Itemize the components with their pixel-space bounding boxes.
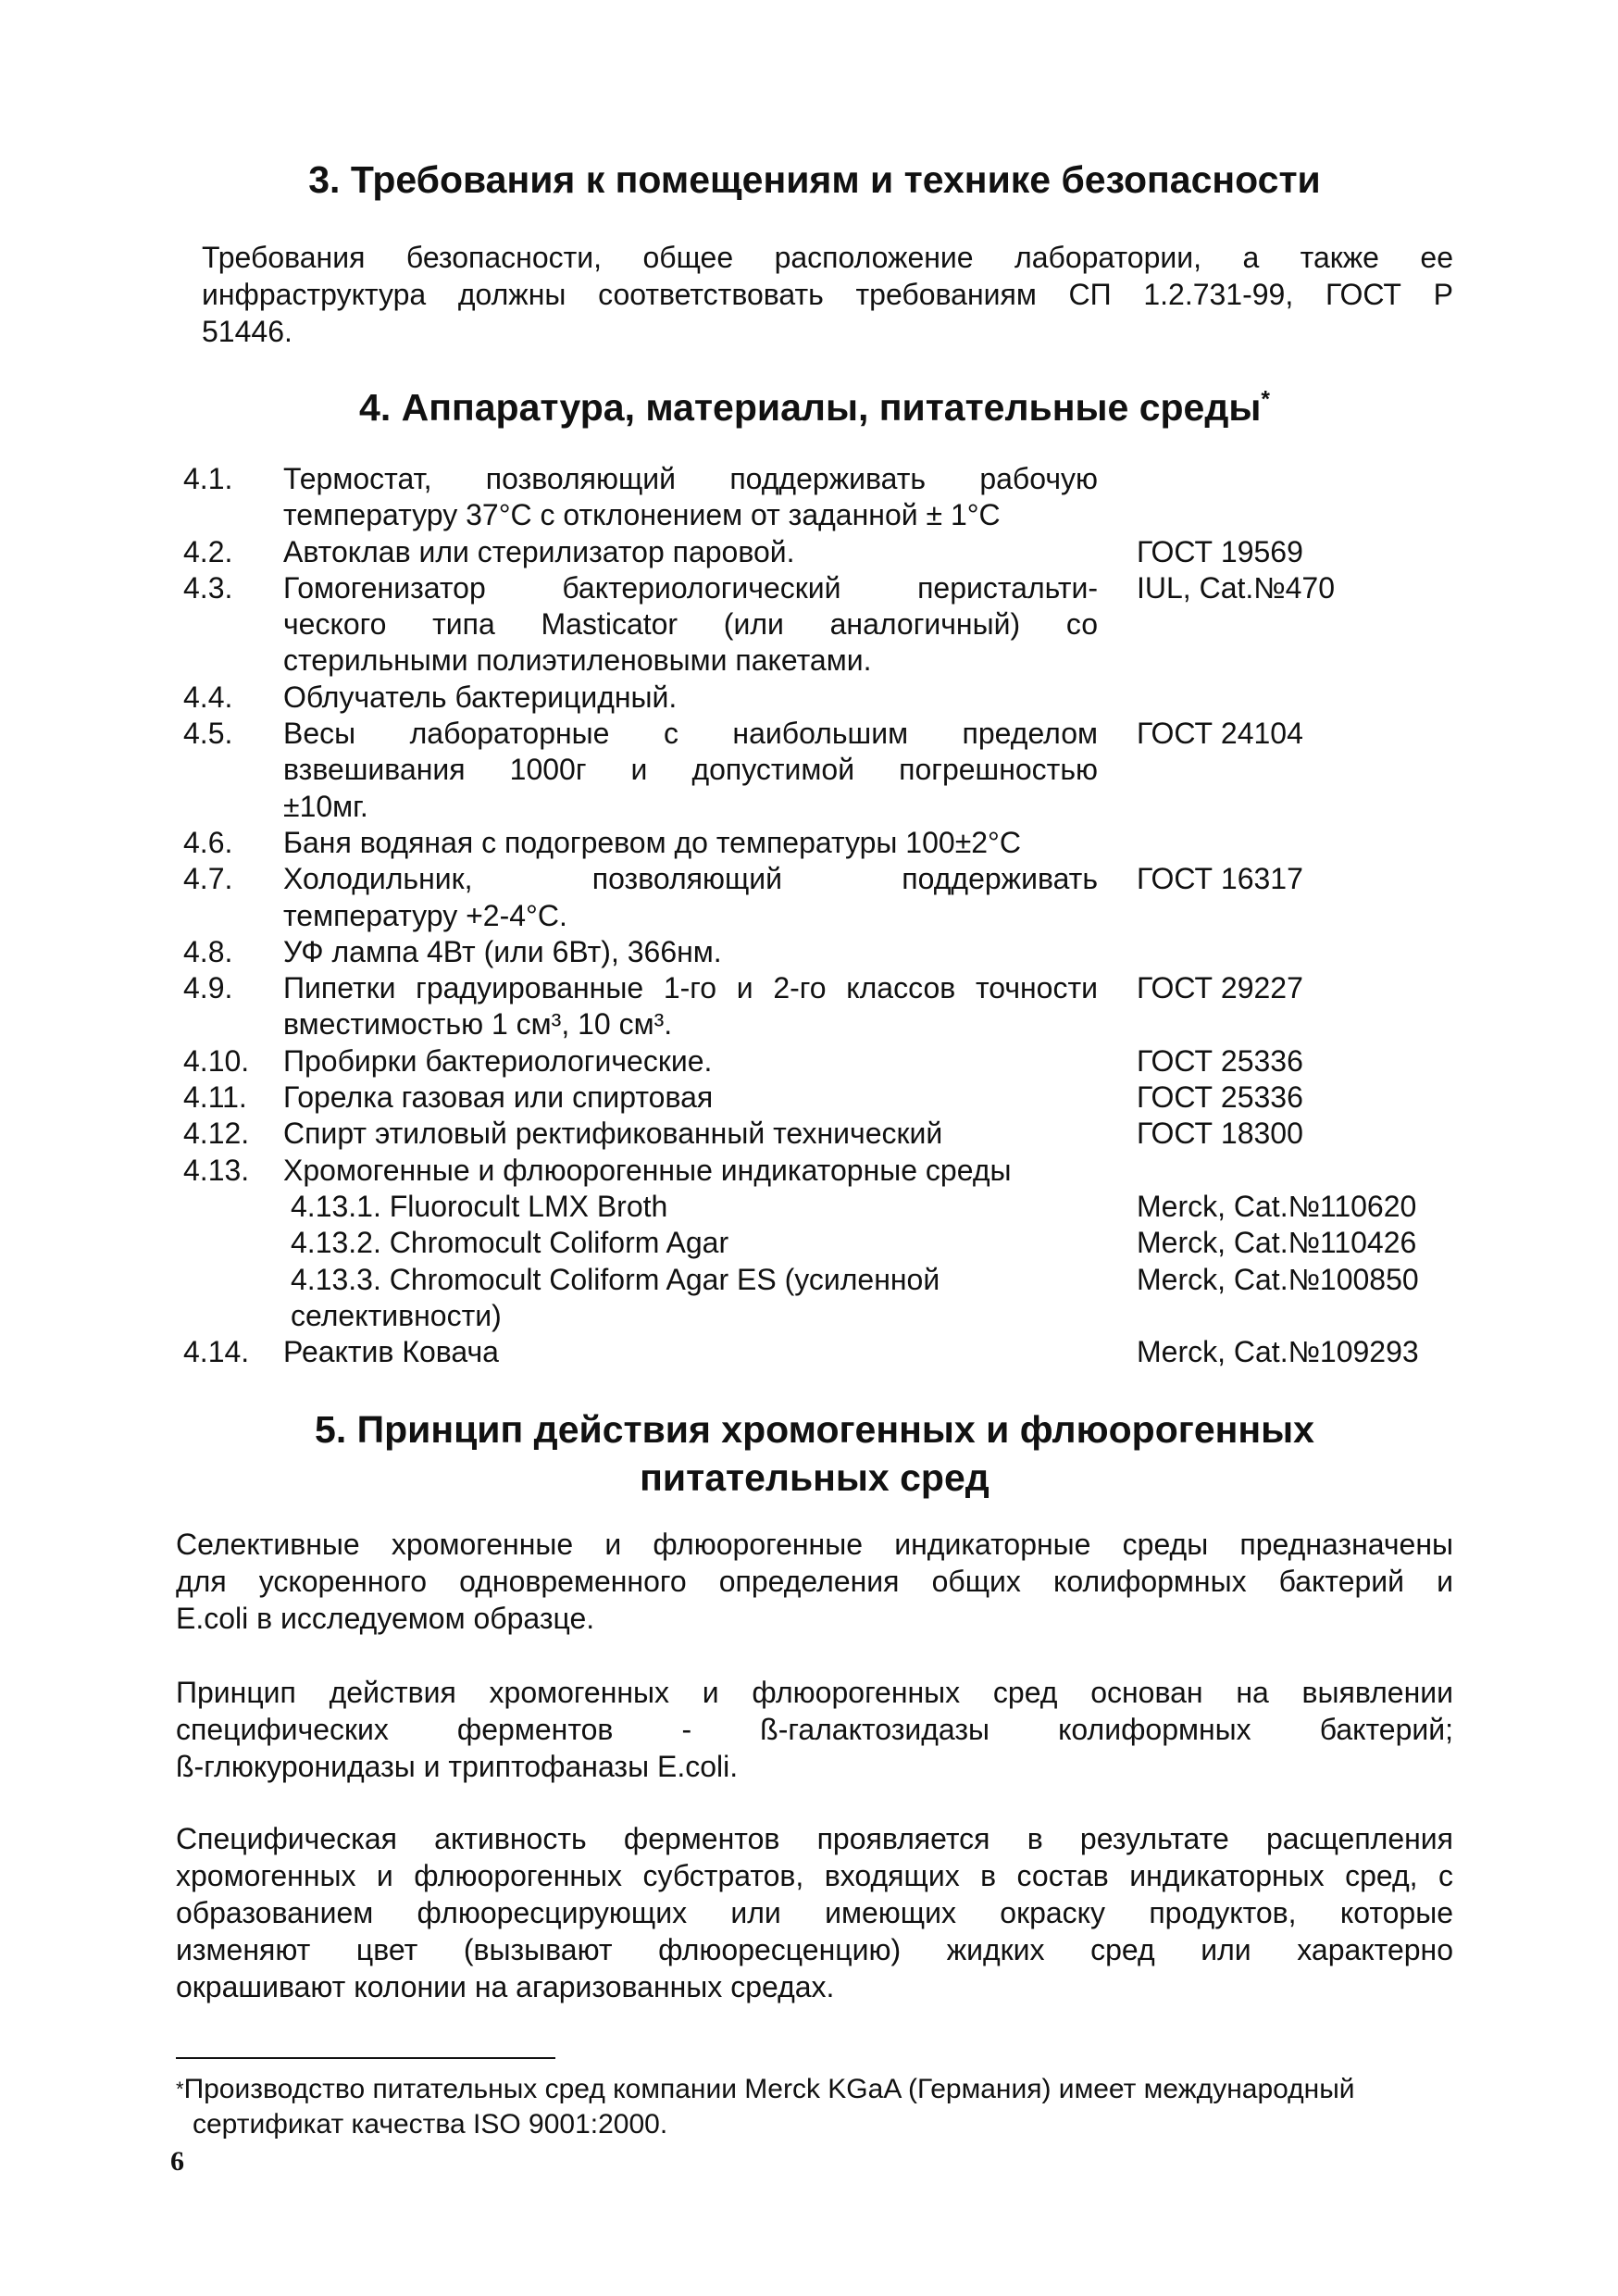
item-number: 4.9.	[183, 971, 233, 1005]
item-reference: ГОСТ 19569	[1137, 534, 1303, 568]
item-text	[283, 1153, 1098, 1189]
item-text-line: Хромогенные и флюорогенные индикаторные среды	[283, 1153, 1012, 1187]
item-text-line: температуру +2-4°С.	[283, 898, 567, 932]
footnote-divider	[176, 2057, 555, 2059]
item-number: 4.12.	[183, 1117, 250, 1151]
item-number: 4.11.	[183, 1080, 247, 1115]
item-text	[283, 1043, 1098, 1079]
item-reference: IUL, Cat.№470	[1137, 570, 1335, 605]
list-item	[183, 534, 1461, 570]
item-text	[283, 534, 1098, 570]
item-reference: ГОСТ 25336	[1137, 1043, 1303, 1078]
item-number	[183, 1225, 283, 1261]
footnote-line-1	[176, 2072, 1453, 2107]
item-reference	[1098, 934, 1461, 970]
section-3-line-1: Требования безопасности, общее расположение лаборатории, а также ее	[202, 241, 1453, 274]
item-text	[283, 680, 1098, 716]
item-number	[183, 1262, 283, 1335]
p2-line-2: специфических ферментов - ß-галактозидазы колиформных бактерий;	[176, 1713, 1453, 1746]
item-text	[283, 970, 1098, 1043]
p3-line-1: Специфическая активность ферментов проявляется в результате расщепления	[176, 1822, 1453, 1855]
item-text-line: Термостат, позволяющий поддерживать рабочую	[283, 462, 1098, 495]
list-subitem	[183, 1225, 1461, 1261]
item-number: 4.2.	[183, 534, 233, 568]
item-reference	[1098, 680, 1461, 716]
list-item	[183, 680, 1461, 716]
item-text-line: 4.13.2. Chromocult Coliform Agar	[291, 1226, 729, 1260]
section-5-title	[176, 1405, 1453, 1502]
item-reference	[1098, 825, 1461, 861]
list-item	[183, 716, 1461, 825]
item-number: 4.8.	[183, 934, 233, 968]
list-item	[183, 461, 1461, 534]
list-item	[183, 970, 1461, 1043]
item-reference: Merck, Cat.№100850	[1137, 1262, 1419, 1296]
p2-line-1: Принцип действия хромогенных и флюорогенных сред основан на выявлении	[176, 1676, 1453, 1709]
item-text	[283, 1079, 1098, 1116]
p3-line-2: хромогенных и флюорогенных субстратов, входящих в состав индикаторных сред, с	[176, 1859, 1453, 1892]
section-3-title: 3. Требования к помещениям и технике безопасности	[308, 158, 1321, 201]
section-3-line-2: инфраструктура должны соответствовать требованиям СП 1.2.731-99, ГОСТ Р	[202, 278, 1453, 311]
item-text	[283, 716, 1098, 825]
list-item	[183, 1079, 1461, 1116]
footnote-text-1: Производство питательных сред компании Merck KGaA (Германия) имеет международный	[183, 2074, 1355, 2104]
item-number: 4.13.	[183, 1153, 250, 1187]
section-4-title	[176, 383, 1453, 431]
section-4-title-mark: *	[1261, 387, 1270, 413]
equipment-list	[183, 461, 1461, 1370]
item-reference	[1098, 1153, 1461, 1189]
item-text-line: селективности)	[291, 1298, 502, 1332]
item-text-line: Холодильник, позволяющий поддерживать	[283, 862, 1098, 896]
item-text-line: Баня водяная с подогревом до температуры 100±2°С	[283, 825, 1021, 859]
section-5-paragraph-3	[176, 1820, 1453, 2005]
section-5-title-line-1: 5. Принцип действия хромогенных и флюорогенных	[315, 1408, 1314, 1451]
section-4-title-text: 4. Аппаратура, материалы, питательные среды	[359, 386, 1262, 429]
item-number: 4.4.	[183, 680, 233, 714]
section-5-paragraph-1	[176, 1526, 1453, 1637]
list-item	[183, 825, 1461, 861]
item-reference: Merck, Cat.№109293	[1137, 1335, 1419, 1369]
p1-line-2: для ускоренного одновременного определения общих колиформных бактерий и	[176, 1565, 1453, 1598]
list-subitem	[183, 1262, 1461, 1335]
item-number: 4.1.	[183, 462, 233, 495]
item-number: 4.5.	[183, 717, 233, 751]
p2-line-3: ß-глюкуронидазы и триптофаназы E.coli.	[176, 1750, 739, 1783]
item-number: 4.3.	[183, 570, 233, 605]
item-text	[283, 934, 1098, 970]
item-text-line: Пробирки бактериологические.	[283, 1043, 713, 1078]
item-text-line: 4.13.3. Chromocult Coliform Agar ES (усиленной	[291, 1262, 940, 1296]
p1-line-1: Селективные хромогенные и флюорогенные индикаторные среды предназначены	[176, 1528, 1453, 1561]
list-item	[183, 1043, 1461, 1079]
item-text-line: взвешивания 1000г и допустимой погрешностью	[283, 753, 1098, 787]
item-text	[283, 1189, 1098, 1225]
item-number: 4.7.	[183, 862, 233, 896]
item-text	[283, 1225, 1098, 1261]
item-reference: ГОСТ 24104	[1137, 717, 1303, 751]
item-reference: ГОСТ 16317	[1137, 862, 1303, 896]
item-reference: Merck, Cat.№110426	[1137, 1226, 1417, 1260]
item-text-line: Горелка газовая или спиртовая	[283, 1080, 714, 1115]
list-subitem	[183, 1189, 1461, 1225]
item-text-line: Автоклав или стерилизатор паровой.	[283, 534, 795, 568]
item-text-line: Весы лабораторные с наибольшим пределом	[283, 717, 1098, 751]
p1-line-3: E.coli в исследуемом образце.	[176, 1602, 595, 1635]
footnote-mark: *	[176, 2078, 184, 2101]
item-text-line: температуру 37°С с отклонением от заданной ± 1°С	[283, 498, 1001, 532]
item-reference: Merck, Cat.№110620	[1137, 1189, 1417, 1223]
p3-line-3: образованием флюоресцирующих или имеющих окраску продуктов, которые	[176, 1896, 1453, 1929]
list-item	[183, 861, 1461, 934]
item-text-line: ±10мг.	[283, 789, 368, 823]
item-text-line: вместимостью 1 см³, 10 см³.	[283, 1007, 673, 1042]
item-number	[183, 1189, 283, 1225]
item-number: 4.10.	[183, 1043, 250, 1078]
list-item	[183, 1116, 1461, 1152]
item-reference: ГОСТ 18300	[1137, 1117, 1303, 1151]
p3-line-5: окрашивают колонии на агаризованных средах.	[176, 1970, 835, 2003]
item-text	[283, 825, 1098, 861]
p3-line-4: изменяют цвет (вызывают флюоресценцию) жидких сред или характерно	[176, 1933, 1453, 1966]
footnote-line-2: сертификат качества ISO 9001:2000.	[193, 2109, 668, 2140]
item-text	[283, 1116, 1098, 1152]
item-text-line: УФ лампа 4Вт (или 6Вт), 366нм.	[283, 934, 722, 968]
item-reference: ГОСТ 29227	[1137, 971, 1303, 1005]
footnote	[176, 2072, 1453, 2142]
section-5-paragraph-2	[176, 1674, 1453, 1785]
list-item	[183, 1334, 1461, 1370]
item-text	[283, 1262, 1098, 1335]
item-text-line: Облучатель бактерицидный.	[283, 680, 678, 714]
item-text	[283, 1334, 1098, 1370]
item-text-line: Пипетки градуированные 1-го и 2-го классов точности	[283, 971, 1098, 1005]
item-text-line: Гомогенизатор бактериологический перистальти-	[283, 570, 1098, 605]
item-text-line: Реактив Ковача	[283, 1335, 499, 1369]
item-reference: ГОСТ 25336	[1137, 1080, 1303, 1115]
item-reference	[1098, 461, 1461, 534]
list-item	[183, 1153, 1461, 1189]
item-text-line: ческого типа Masticator (или аналогичный) со	[283, 607, 1098, 642]
item-text	[283, 461, 1098, 534]
page-number: 6	[170, 2146, 184, 2177]
list-item	[183, 570, 1461, 680]
item-text	[283, 570, 1098, 680]
item-number: 4.6.	[183, 825, 233, 859]
item-text-line: Спирт этиловый ректификованный технический	[283, 1117, 943, 1151]
section-3-text	[202, 239, 1453, 350]
section-3-line-3: 51446.	[202, 315, 292, 348]
item-text-line: стерильными полиэтиленовыми пакетами.	[283, 643, 872, 678]
section-5-title-line-2: питательных сред	[640, 1456, 989, 1499]
item-text	[283, 861, 1098, 934]
list-item	[183, 934, 1461, 970]
item-text-line: 4.13.1. Fluorocult LMX Broth	[291, 1189, 668, 1223]
item-number: 4.14.	[183, 1335, 250, 1369]
